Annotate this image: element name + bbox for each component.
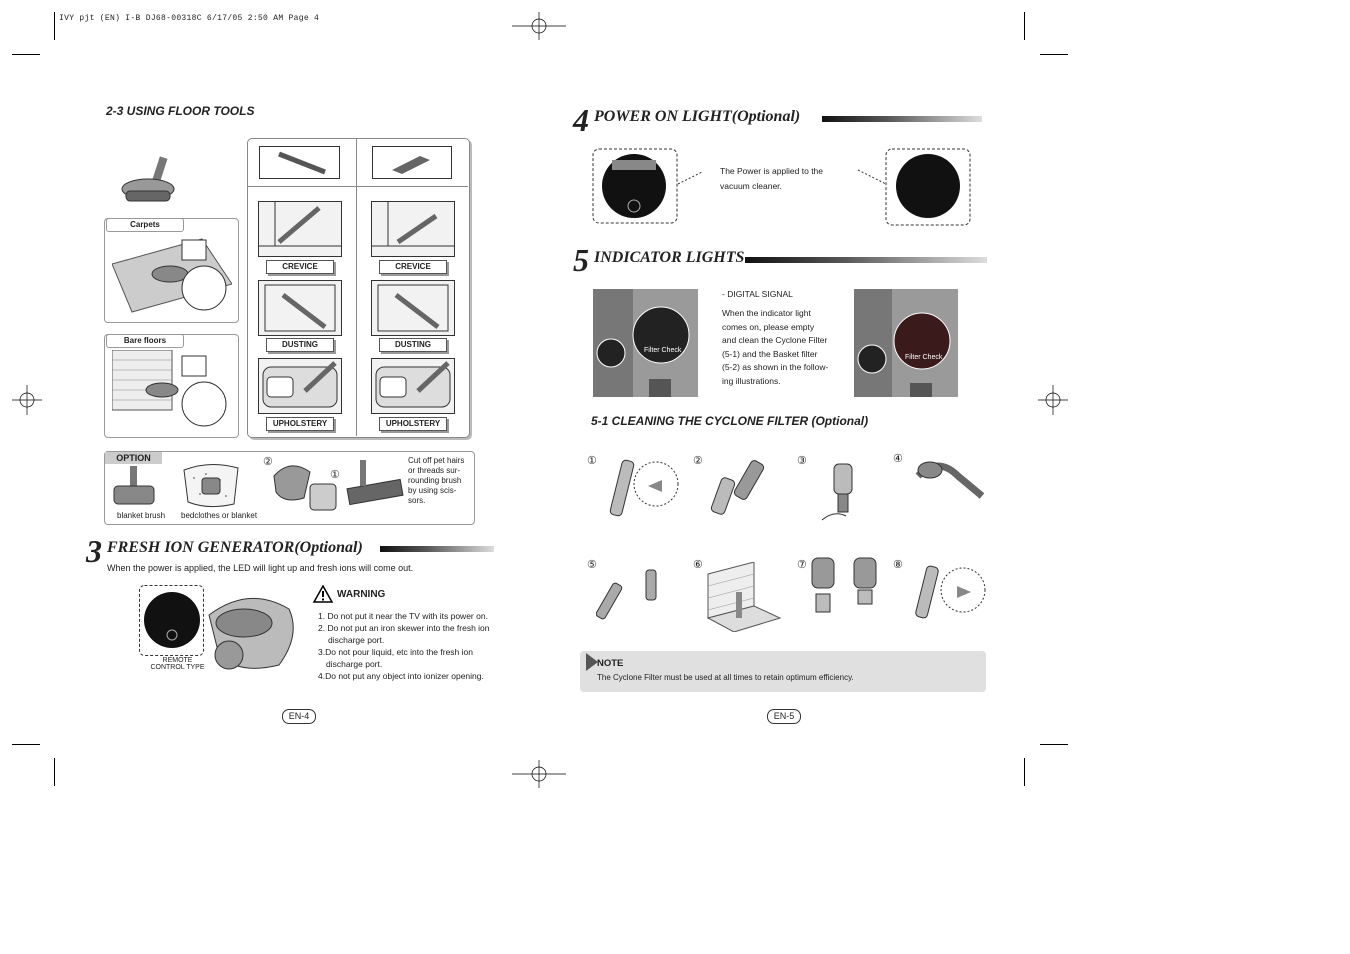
option-note: Cut off pet hairs or threads sur- rounding brush by using scis- sors.: [408, 456, 465, 505]
brush-cleaning-illustration: [270, 458, 404, 518]
note-text: The Cyclone Filter must be used at all times to retain optimum efficiency.: [597, 673, 854, 682]
step-number: ⑤: [587, 559, 597, 571]
registration-mark-icon: [1038, 385, 1068, 415]
dusting-use-illustration: [258, 280, 342, 336]
step-number: ③: [797, 455, 807, 467]
floor-nozzle-icon: [118, 155, 178, 213]
section-3-intro: When the power is applied, the LED will light up and fresh ions will come out.: [107, 563, 414, 573]
crevice-label: CREVICE: [379, 260, 447, 274]
section-4-title: POWER ON LIGHT(Optional): [594, 108, 801, 125]
upholstery-use-illustration: [371, 358, 455, 414]
crevice-use-illustration: [371, 201, 455, 257]
cyclone-step-7-illustration: [806, 556, 886, 616]
section-3-bar: [380, 546, 494, 552]
indicator-illustration-left: [593, 289, 698, 397]
crop-mark: [54, 758, 55, 786]
step-number: ①: [330, 469, 340, 481]
filter-check-label: Filter Check: [644, 347, 682, 354]
page-number: EN-4: [282, 709, 316, 724]
crop-mark: [1040, 744, 1068, 745]
upholstery-label: UPHOLSTERY: [379, 417, 447, 431]
cyclone-title: 5-1 CLEANING THE CYCLONE FILTER (Optional): [591, 414, 869, 428]
note-box: [580, 651, 986, 692]
digital-signal-label: - DIGITAL SIGNAL: [722, 289, 793, 299]
bare-floor-illustration: [112, 350, 232, 432]
cyclone-step-3-illustration: [818, 460, 868, 524]
crop-mark: [1040, 54, 1068, 55]
crevice-use-illustration: [258, 201, 342, 257]
crop-mark: [12, 744, 40, 745]
dusting-use-illustration: [371, 280, 455, 336]
step-number: ⑦: [797, 559, 807, 571]
dusting-label: DUSTING: [266, 338, 334, 352]
section-4-text: The Power is applied to the vacuum cleaner.: [720, 166, 824, 191]
print-header: IVY pjt (EN) I-B DJ68-00318C 6/17/05 2:50 AM Page 4: [59, 14, 320, 23]
bedclothes-caption: bedclothes or blanket: [181, 511, 258, 520]
remote-control-caption: REMOTE CONTROL TYPE: [150, 657, 205, 671]
bedclothes-illustration: [180, 460, 242, 510]
crop-mark: [1024, 758, 1025, 786]
indicator-illustration-right: [854, 289, 958, 397]
step-number: ④: [893, 453, 903, 465]
warning-title: WARNING: [337, 589, 386, 600]
blanket-brush-caption: blanket brush: [117, 511, 166, 520]
crop-mark: [1024, 12, 1025, 40]
cyclone-step-5-illustration: [596, 562, 670, 622]
section-3-title: FRESH ION GENERATOR(Optional): [107, 539, 363, 556]
warning-list: 1. Do not put it near the TV with its power on. 2. Do not put an iron skewer into the fresh ion discharge port. 3.Do not pour liquid, etc into the fresh ion discharge port. 4.Do not put any object into ionizer opening.: [318, 611, 490, 681]
upholstery-use-illustration: [258, 358, 342, 414]
section-5-title: INDICATOR LIGHTS: [594, 249, 745, 266]
dusting-brush-icon: [372, 146, 452, 179]
cyclone-step-1-illustration: [596, 456, 680, 518]
section-5-text: When the indicator light comes on, please empty and clean the Cyclone Filter (5-1) and the Basket filter (5-2) as shown in the follow- ing illustrations.: [722, 308, 829, 386]
registration-mark-icon: [12, 385, 42, 415]
power-light-panel-left: [592, 148, 712, 226]
filter-check-label: Filter Check: [905, 354, 943, 361]
crop-mark: [12, 54, 40, 55]
section-4-number: 4: [573, 102, 589, 138]
registration-mark-icon: [512, 760, 566, 788]
section-5-number: 5: [573, 242, 589, 278]
bare-floors-label: Bare floors: [106, 334, 184, 348]
step-number: ①: [587, 455, 597, 467]
crevice-label: CREVICE: [266, 260, 334, 274]
section-5-bar: [745, 257, 987, 263]
carpet-illustration: [112, 234, 232, 316]
note-title: NOTE: [597, 658, 624, 669]
step-number: ⑥: [693, 559, 703, 571]
section-3-number: 3: [86, 533, 102, 569]
step-number: ②: [263, 456, 273, 468]
carpets-label: Carpets: [106, 218, 184, 232]
crevice-tool-icon: [259, 146, 340, 179]
option-tag: OPTION: [105, 452, 162, 464]
cyclone-step-8-illustration: [903, 562, 987, 624]
divider: [356, 138, 357, 436]
blanket-brush-icon: [112, 466, 156, 508]
step-number: ⑧: [893, 559, 903, 571]
divider: [247, 186, 468, 187]
power-light-panel-right: [856, 148, 976, 228]
step-number: ②: [693, 455, 703, 467]
floor-tools-title: 2-3 USING FLOOR TOOLS: [106, 104, 255, 118]
upholstery-label: UPHOLSTERY: [266, 417, 334, 431]
page-number: EN-5: [767, 709, 801, 724]
cyclone-step-2-illustration: [702, 456, 782, 518]
crop-mark: [54, 12, 55, 40]
dusting-label: DUSTING: [379, 338, 447, 352]
cyclone-step-6-illustration: [704, 562, 782, 632]
cyclone-step-4-illustration: [908, 456, 988, 506]
section-4-bar: [822, 116, 982, 122]
warning-triangle-icon: [313, 585, 333, 603]
registration-mark-icon: [512, 12, 566, 40]
